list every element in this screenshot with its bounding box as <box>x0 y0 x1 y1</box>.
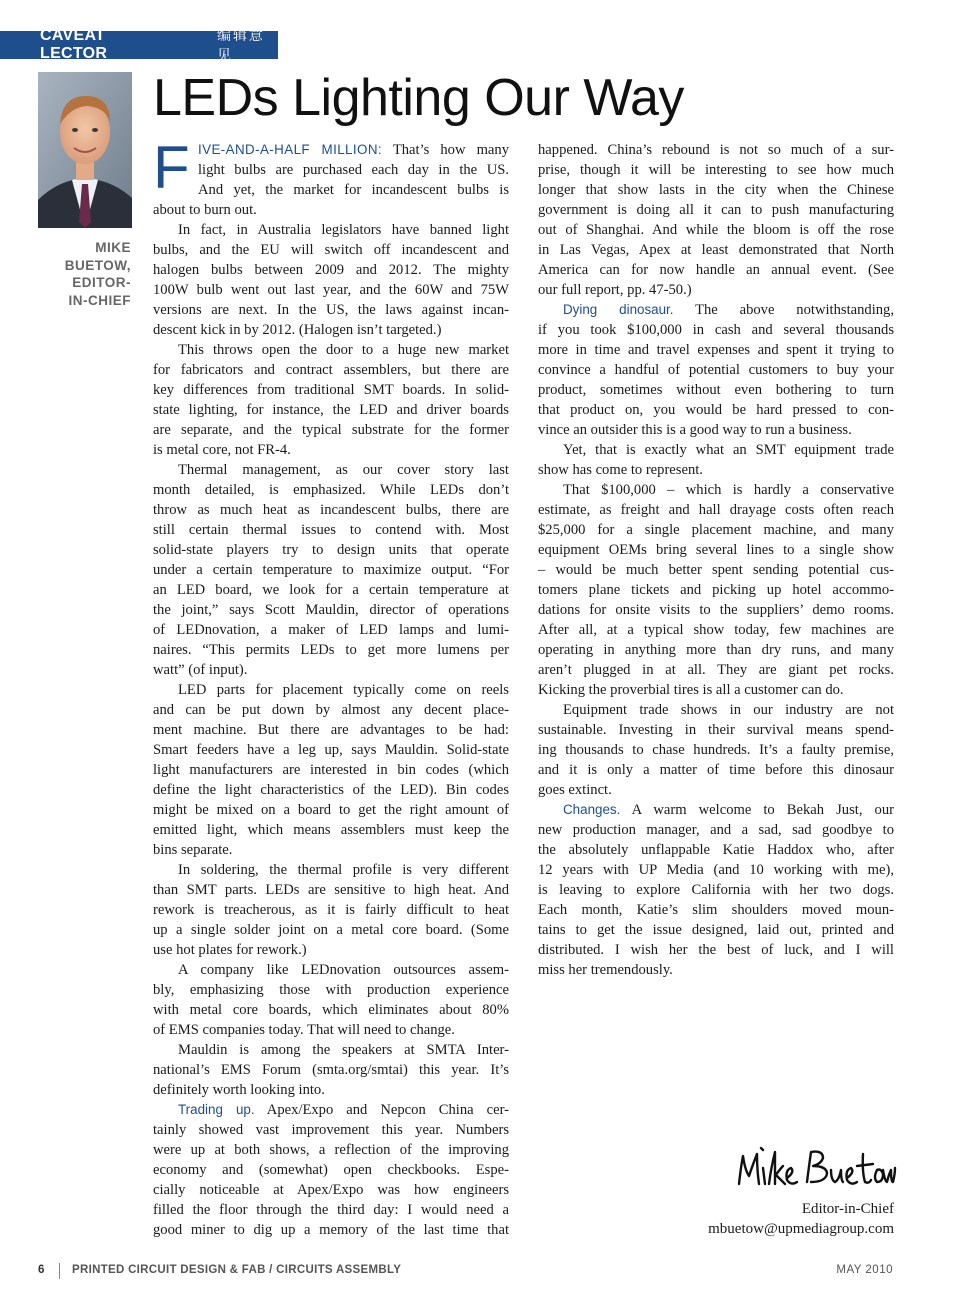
text-line: – would be much better spent sending potential cus- <box>538 562 894 578</box>
signature-email[interactable]: mbuetow@upmediagroup.com <box>708 1221 894 1237</box>
text-line: Mauldin is among the speakers at SMTA Inter- <box>178 1042 509 1058</box>
page-number: 6 <box>38 1264 45 1276</box>
text-line: $25,000 for a single placement machine, and many <box>538 522 894 538</box>
text-line: descent kick in by 2012. (Halogen isn’t targeted.) <box>153 322 442 338</box>
text-line: about to burn out. <box>153 202 257 218</box>
text-line: Yet, that is exactly what an SMT equipment trade <box>563 442 894 458</box>
text-line: the absolutely unflappable Katie Haddox who, after <box>538 842 894 858</box>
text-line: tainly showed vast improvement this year. Numbers <box>153 1122 509 1138</box>
article-headline: LEDs Lighting Our Way <box>153 69 684 127</box>
text-line: if you took $100,000 in cash and several thousands <box>538 322 894 338</box>
byline-line: BUETOW, <box>64 257 131 273</box>
text-line: Smart feeders have a leg up, says Mauldin. Solid-state <box>153 742 509 758</box>
subhead-changes: Changes. <box>563 802 621 817</box>
text-line: vince an outsider this is a good way to run a business. <box>538 422 852 438</box>
text-line: That $100,000 – which is hardly a conservative <box>563 482 894 498</box>
publication-name: PRINTED CIRCUIT DESIGN & FAB / CIRCUITS ASSEMBLY <box>72 1264 402 1276</box>
text-line: more in time and travel expenses and spent it trying to <box>538 342 894 358</box>
subhead-trading-up: Trading up. <box>178 1102 255 1117</box>
text-line: happened. China’s rebound is not so much of a sur- <box>538 142 894 158</box>
issue-date: MAY 2010 <box>836 1264 893 1276</box>
text-line: IVE-AND-A-HALF MILLION: That’s how many <box>198 142 509 158</box>
handwritten-signature <box>735 1140 897 1199</box>
text-line: Each month, Katie’s slim shoulders moved moun- <box>538 902 894 918</box>
text-line: watt” (of input). <box>153 662 248 678</box>
text-line: and can be put down by almost any decent place- <box>153 702 509 718</box>
text-line: an LED board, we look for a certain temperature at <box>153 582 509 598</box>
text-line: than SMT parts. LEDs are sensitive to high heat. And <box>153 882 509 898</box>
subhead-dying-dinosaur: Dying dinosaur. <box>563 302 674 317</box>
drop-cap: F <box>153 134 190 201</box>
text-line: And yet, the market for incandescent bulbs is <box>198 182 509 198</box>
text-line: still certain thermal issues to contend with. Most <box>153 522 509 538</box>
text-line: emitted light, which means assemblers must keep the <box>153 822 509 838</box>
text-line: definitely worth looking into. <box>153 1082 325 1098</box>
text-line: might be mixed on a board to get the right amount of <box>153 802 509 818</box>
text-line: Equipment trade shows in our industry are not <box>563 702 894 718</box>
text-line: After all, at a typical show today, few machines are <box>538 622 894 638</box>
text-line: were up at both shows, a reflection of the improving <box>153 1142 509 1158</box>
text-line: for fabricators and contract assemblers, but there are <box>153 362 509 378</box>
text-line: In soldering, the thermal profile is very different <box>178 862 509 878</box>
text-line: that product on, you would be hard pressed to con- <box>538 402 894 418</box>
byline-line: EDITOR- <box>72 275 131 290</box>
text-line: Kicking the proverbial tires is all a customer can do. <box>538 682 844 698</box>
text-line: ment machine. But there are advantages to be had: <box>153 722 509 738</box>
text-line: of LEDnovation, a maker of LED lamps and lumi- <box>153 622 509 638</box>
text-line: Dying dinosaur. The above notwithstanding, <box>563 302 894 318</box>
text-line: miss her tremendously. <box>538 962 673 978</box>
text-line: good miner to dig up a memory of the last time that <box>153 1222 509 1238</box>
text-line: convince a handful of potential customers to buy your <box>538 362 894 378</box>
signature-icon <box>735 1140 897 1194</box>
text-line: the joint,” says Scott Mauldin, director of operations <box>153 602 509 618</box>
text-line: month detailed, is emphasized. While LEDs don’t <box>153 482 509 498</box>
lead-in-smallcaps: IVE-AND-A-HALF MILLION: <box>198 142 383 157</box>
text-line: light bulbs are purchased each day in the US. <box>198 162 509 178</box>
footer-divider <box>59 1263 60 1279</box>
text-line: estimate, as freight and hall drayage costs often reach <box>538 502 894 518</box>
section-tag-bar <box>0 27 278 64</box>
text-line: our full report, pp. 47-50.) <box>538 282 692 298</box>
text-line: throw as much heat as incandescent bulbs, there are <box>153 502 509 518</box>
author-photo <box>38 72 132 228</box>
text-line: equipment OEMs bring several lines to a single show <box>538 542 894 558</box>
article-column-right <box>538 140 894 980</box>
text-line: government is doing all it can to push manufacturing <box>538 202 894 218</box>
text-line: define the light characteristics of the LED). Bin codes <box>153 782 509 798</box>
text-line: sustainable. Investing in their survival means spend- <box>538 722 894 738</box>
text-line: of EMS companies today. That will need to change. <box>153 1022 455 1038</box>
text-line: Trading up. Apex/Expo and Nepcon China cer- <box>178 1102 509 1118</box>
signature-title: Editor-in-Chief <box>801 1201 894 1217</box>
text-line: new production manager, and a sad, sad goodbye to <box>538 822 894 838</box>
text-line: 12 years with UP Media (and 10 working with me), <box>538 862 894 878</box>
text-line: are separate, and the typical substrate for the former <box>153 422 509 438</box>
text-line: aren’t plugged in at all. They are giant pet rocks. <box>538 662 894 678</box>
text-line: Changes. A warm welcome to Bekah Just, our <box>563 802 894 818</box>
text-line: state lighting, for instance, the LED and driver boards <box>153 402 509 418</box>
text-line: use hot plates for rework.) <box>153 942 307 958</box>
text-line: distributed. I wish her the best of luck, and I will <box>538 942 894 958</box>
article-column-left <box>153 134 509 1240</box>
text-line: up a single solder joint on a metal core board. (Some <box>153 922 509 938</box>
text-line: national’s EMS Forum (smta.org/smtai) this year. It’s <box>153 1062 509 1078</box>
text-line: is leaving to explore California with her two dogs. <box>538 882 894 898</box>
byline-line: IN-CHIEF <box>68 292 131 308</box>
text-line: is metal core, not FR-4. <box>153 442 291 458</box>
text-line: operating in anything more than dry runs, and many <box>538 642 894 658</box>
text-line: goes extinct. <box>538 782 612 798</box>
byline-line: MIKE <box>95 240 131 255</box>
text-line: tains to get the issue designed, laid out, printed and <box>538 922 894 938</box>
text-line: This throws open the door to a huge new market <box>178 342 509 358</box>
text-line: LED parts for placement typically come on reels <box>178 682 509 698</box>
text-line: key differences from traditional SMT boards. In solid- <box>153 382 509 398</box>
text-line: light manufacturers are interested in bin codes (which <box>153 762 509 778</box>
author-byline <box>30 239 131 309</box>
text-line: with metal core boards, which eliminates about 80% <box>153 1002 509 1018</box>
section-tag-chinese: 编辑意见 <box>216 28 265 64</box>
text-line: tomers plane tickets and picking up hotel accommo- <box>538 582 894 598</box>
text-line: solid-state players try to design units that operate <box>153 542 509 558</box>
text-line: naires. “This permits LEDs to get more lumens per <box>153 642 509 658</box>
text-line: bulbs, and the EU will switch off incandescent and <box>153 242 509 258</box>
section-tag: CAVEAT LECTOR <box>40 27 108 62</box>
text-line: rework is treacherous, as it is fairly difficult to heat <box>153 902 509 918</box>
text-line: prise, though it will be interesting to see how much <box>538 162 894 178</box>
text-line: cially noticeable at Apex/Expo was how engineers <box>153 1182 509 1198</box>
text-line: out of Shanghai. And while the bloom is off the rose <box>538 222 894 238</box>
text-line: In fact, in Australia legislators have banned light <box>178 222 509 238</box>
text-line: dations for onsite visits to the suppliers’ demo rooms. <box>538 602 894 618</box>
text-line: A company like LEDnovation outsources assem- <box>178 962 509 978</box>
text-line: Thermal management, as our cover story last <box>178 462 509 478</box>
text-line: ing thousands to chase hundreds. It’s a faulty premise, <box>538 742 894 758</box>
text-line: versions are next. In the US, the laws against incan- <box>153 302 509 318</box>
text-line: product, sometimes without even bothering to turn <box>538 382 894 398</box>
text-line: bly, emphasizing those with production experience <box>153 982 509 998</box>
text-line: under a certain temperature to maximize output. “For <box>153 562 509 578</box>
author-portrait-icon <box>38 72 132 228</box>
text-line: and it is only a matter of time before this dinosaur <box>538 762 894 778</box>
text-line: filled the floor through the third day: I would need a <box>153 1202 509 1218</box>
page-footer <box>0 1263 960 1281</box>
text-line: America can for now handle an annual event. (See <box>538 262 894 278</box>
text-line: longer that show lasts in the city when the Chinese <box>538 182 894 198</box>
text-line: 100W bulb went out last year, and the 60W and 75W <box>153 282 509 298</box>
text-line: show has come to represent. <box>538 462 703 478</box>
text-line: bins separate. <box>153 842 233 858</box>
text-line: in Las Vegas, Apex at least demonstrated that North <box>538 242 894 258</box>
text-line: halogen bulbs between 2009 and 2012. The mighty <box>153 262 509 278</box>
text-line: economy and (somewhat) open checkbooks. Espe- <box>153 1162 509 1178</box>
